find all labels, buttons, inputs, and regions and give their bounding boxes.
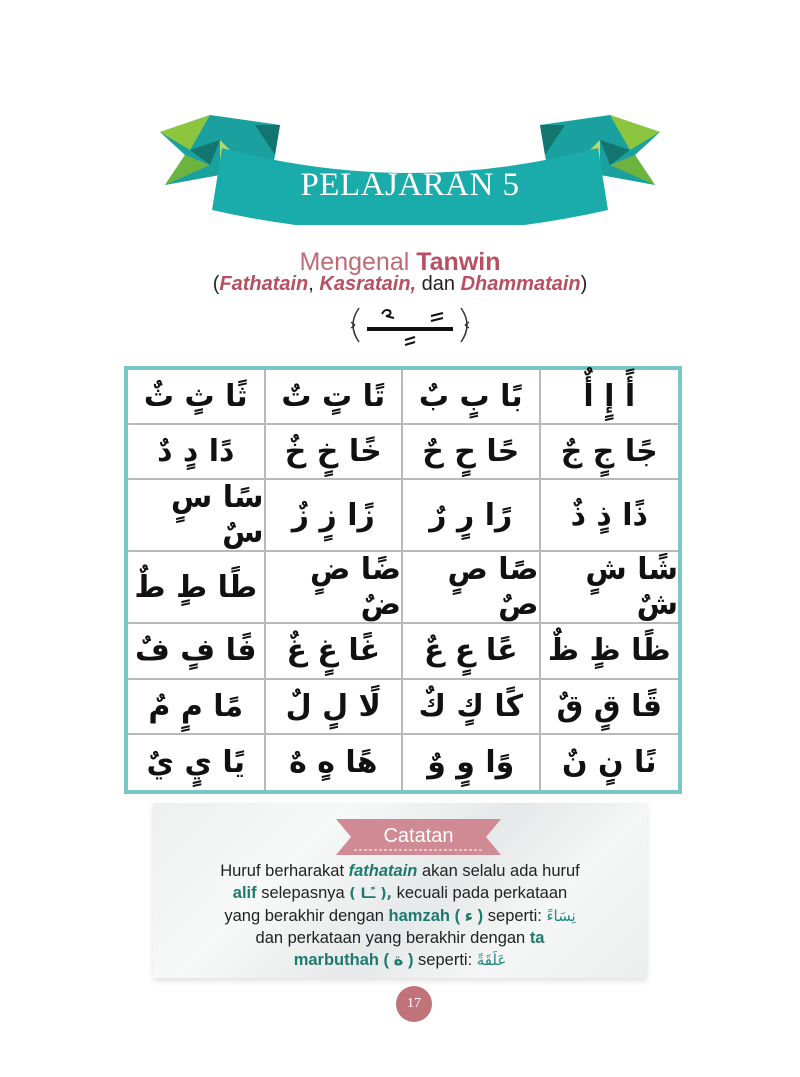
note-text-span: selepasnya	[256, 884, 350, 902]
sub-dhammatain: Dhammatain	[460, 273, 581, 295]
sub-close-paren: )	[580, 273, 588, 295]
table-cell: ثًا ثٍ ثٌ	[128, 370, 266, 425]
lesson-subheading	[0, 273, 800, 296]
table-cell: حًا حٍ حٌ	[403, 425, 541, 480]
table-cell: أً إٍ أٌ	[541, 370, 679, 425]
table-cell: زًا زٍ زٌ	[266, 480, 404, 552]
note-line-5	[173, 949, 627, 971]
note-text-span: Huruf berharakat	[220, 862, 349, 880]
table-cell: ذًا ذٍ ذٌ	[541, 480, 679, 552]
table-cell: عًا عٍ عٌ	[403, 624, 541, 679]
table-cell: قًا قٍ قٌ	[541, 680, 679, 735]
note-text-span: kecuali pada perkataan	[391, 884, 568, 902]
table-cell: خًا خٍ خٌ	[266, 425, 404, 480]
note-text-span: seperti:	[413, 951, 477, 969]
alif-example: ( ـًـا ),	[349, 886, 392, 902]
note-text	[173, 860, 627, 971]
table-cell: سًا سٍ سٌ	[128, 480, 266, 552]
term-hamzah: hamzah	[388, 907, 450, 925]
table-cell: يًا يٍ يٌ	[128, 735, 266, 790]
table-cell: غًا غٍ غٌ	[266, 624, 404, 679]
table-cell: ظًا ظٍ ظٌ	[541, 624, 679, 679]
lesson-ribbon-banner	[160, 110, 660, 225]
note-line-3	[173, 905, 627, 927]
table-cell: كًا كٍ كٌ	[403, 680, 541, 735]
note-line-2	[173, 882, 627, 905]
sub-kasratain: Kasratain,	[319, 273, 417, 295]
table-cell: فًا فٍ فٌ	[128, 624, 266, 679]
note-banner	[336, 819, 501, 855]
term-fathatain: fathatain	[348, 862, 418, 880]
ta-marbuthah-glyph: ( ة )	[378, 951, 414, 969]
table-cell: تًا تٍ تٌ	[266, 370, 404, 425]
note-box	[153, 803, 647, 978]
table-cell: ضًا ضٍ ضٌ	[266, 552, 404, 624]
table-cell: شًا شٍ شٌ	[541, 552, 679, 624]
table-cell: لًا لٍ لٌ	[266, 680, 404, 735]
sub-dan: dan	[416, 273, 461, 295]
table-cell: صًا صٍ صٌ	[403, 552, 541, 624]
table-cell: هًا هٍ هٌ	[266, 735, 404, 790]
sub-open-paren: (	[212, 273, 220, 295]
heading-prefix: Mengenal	[299, 248, 417, 276]
note-line-1	[173, 860, 627, 882]
heading-tanwin: Tanwin	[416, 248, 501, 276]
table-cell: طًا طٍ طٌ	[128, 552, 266, 624]
note-text-span: seperti:	[483, 907, 547, 925]
table-cell: وًا وٍ وٌ	[403, 735, 541, 790]
note-text-span: akan selalu ada huruf	[417, 862, 580, 880]
table-cell: بًا بٍ بٌ	[403, 370, 541, 425]
table-cell: رًا رٍ رٌ	[403, 480, 541, 552]
term-ta: ta	[529, 929, 545, 947]
table-cell: مًا مٍ مٌ	[128, 680, 266, 735]
hamzah-glyph: ( ء )	[449, 907, 484, 925]
note-text-span: yang berakhir dengan	[224, 907, 389, 925]
term-marbuthah: marbuthah	[293, 951, 379, 969]
table-cell: نًا نٍ نٌ	[561, 744, 657, 780]
lesson-title: PELAJARAN 5	[300, 167, 520, 203]
note-banner-label: Catatan	[383, 825, 454, 847]
term-alif: alif	[232, 884, 257, 902]
note-line-4	[173, 927, 627, 949]
sub-fathatain: Fathatain	[219, 273, 309, 295]
example-nisaa: نِسَاءً	[546, 907, 576, 925]
note-text-span: dan perkataan yang berakhir dengan	[255, 929, 530, 947]
sub-comma: ,	[308, 273, 320, 295]
tanwin-letters-table	[124, 366, 682, 794]
table-cell: دًا دٍ دٌ	[128, 425, 266, 480]
example-alaqah: عَلَقَةً	[476, 951, 507, 969]
page-number: 17	[396, 986, 432, 1022]
tanwin-marks-icon	[345, 300, 475, 350]
table-cell: جًا جٍ جٌ	[541, 425, 679, 480]
